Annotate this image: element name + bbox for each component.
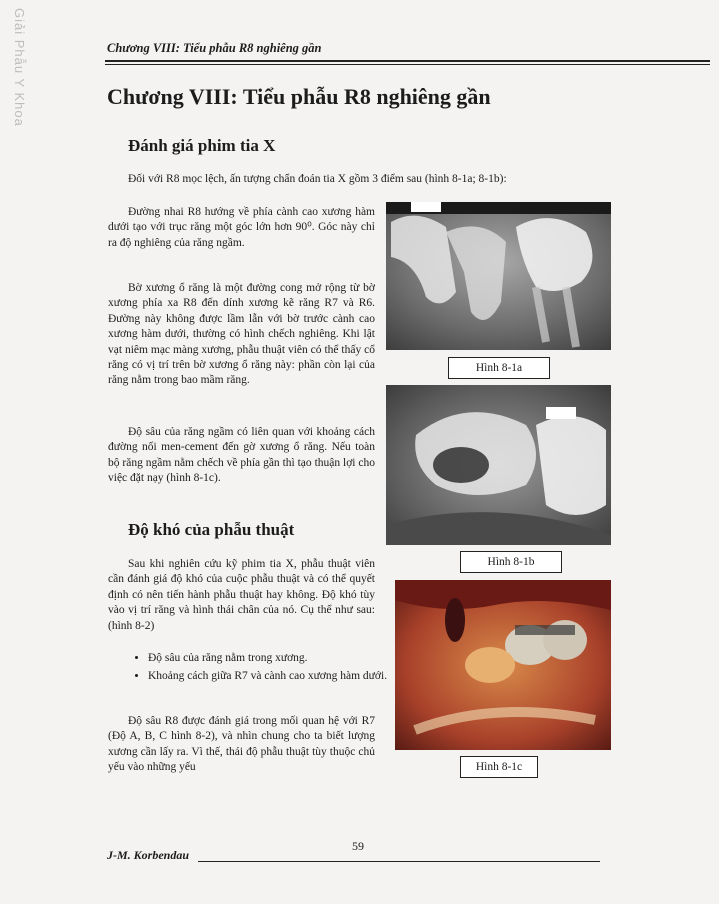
paragraph-2-text: Bờ xương ổ răng là một đường cong mở rộng từ bờ xương phía xa R8 đến dính xương kẽ răng R7 và R6. Đường này không được lầm lẫn với bờ trước cành cao xương hàm dưới, thường có hình chếch nghiêng. Khi lật vạt niêm mạc màng xương, phẫu thuật viên có thể thấy cổ răng có vị trí trên bờ xương ổ răng này: phần còn lại của răng nằm trong bao mầm răng. [108, 282, 375, 387]
clinical-photo-8-1c [395, 580, 611, 750]
xray-image-8-1a [386, 202, 611, 350]
paragraph-4 [108, 557, 375, 634]
paragraph-1 [108, 205, 375, 251]
paragraph-1-text: Đường nhai R8 hướng về phía cành cao xương hàm dưới tạo với trục răng một góc lớn hơn 90⁰. Góc này chỉ ra độ nghiêng của răng ngầm. [108, 206, 375, 249]
paragraph-2 [108, 281, 375, 389]
section-title-difficulty: Độ khó của phẫu thuật [128, 520, 295, 539]
footer-author: J-M. Korbendau [107, 848, 190, 862]
caption-8-1c: Hình 8-1c [460, 756, 538, 778]
footer-rule [198, 861, 600, 862]
bullet-item: • Độ sâu của răng nằm trong xương. [148, 651, 395, 666]
page-number: 59 [352, 839, 364, 853]
paragraph-4-text: Sau khi nghiên cứu kỹ phim tia X, phẫu thuật viên cần đánh giá độ khó của cuộc phẫu thuật và có thể quyết định có nên tiến hành phẫu thuật hay không. Độ khó tùy vào vị trí răng và hình thái chân của nó. Cụ thể như sau: (hình 8-2) [108, 558, 375, 632]
paragraph-3 [108, 425, 375, 487]
chapter-title: Chương VIII: Tiểu phẫu R8 nghiêng gần [107, 84, 491, 109]
section-title-xray: Đánh giá phim tia X [128, 136, 276, 155]
caption-8-1a: Hình 8-1a [448, 357, 550, 379]
bullet-list [128, 651, 395, 687]
watermark: Giải Phẫu Y Khoa [12, 8, 27, 127]
paragraph-5 [108, 714, 375, 776]
xray-image-8-1b [386, 385, 611, 545]
intro-paragraph: Đối với R8 mọc lệch, ấn tượng chẩn đoán tia X gồm 3 điểm sau (hình 8-1a; 8-1b): [128, 173, 507, 185]
paragraph-5-text: Độ sâu R8 được đánh giá trong mối quan hệ với R7 (Độ A, B, C hình 8-2), và nhìn chung cho ta biết lượng xương cần lấy ra. Vì thế, thái độ phẫu thuật tùy thuộc chủ yếu vào những yếu [108, 715, 375, 774]
running-header: Chương VIII: Tiểu phẫu R8 nghiêng gần [107, 41, 322, 55]
bullet-item: • Khoảng cách giữa R7 và cành cao xương hàm dưới. [148, 669, 395, 684]
paragraph-3-text: Độ sâu của răng ngầm có liên quan với khoảng cách đường nối men-cement đến gờ xương ổ răng. Nếu toàn bộ răng ngầm nằm chếch về phía gần thì tạo thuận lợi cho việc đặt nạy (hình 8-1c). [108, 426, 375, 485]
header-rule-thin [105, 64, 710, 65]
caption-8-1b: Hình 8-1b [460, 551, 562, 573]
header-rule [105, 60, 710, 62]
